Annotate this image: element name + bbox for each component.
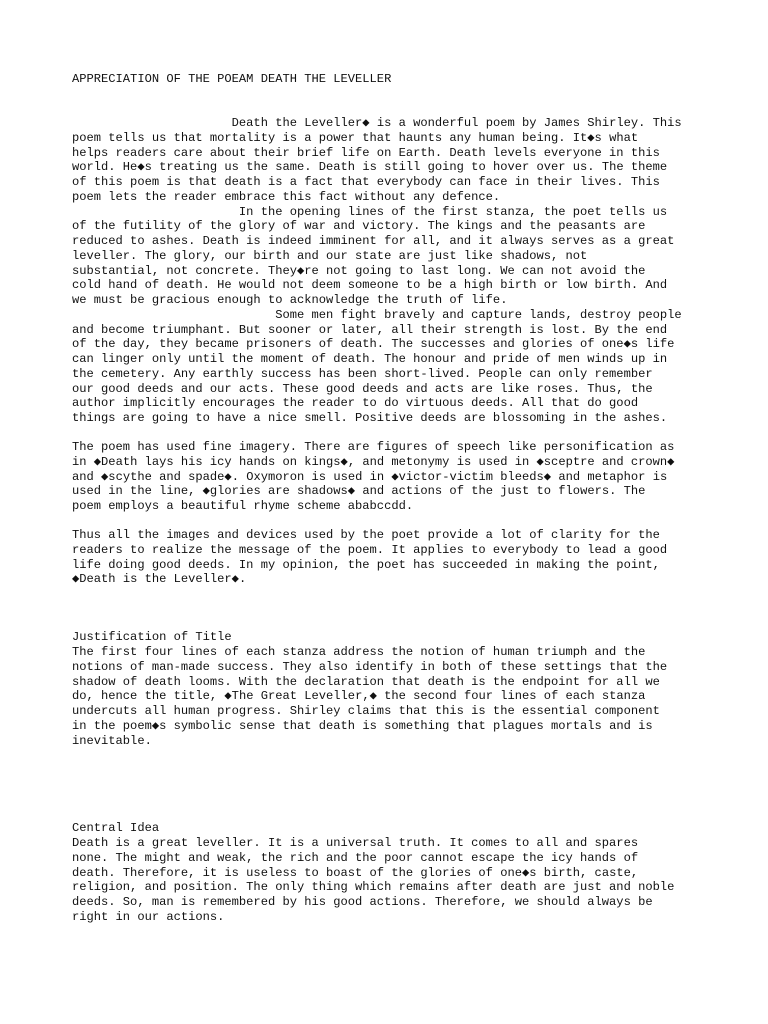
document-page [72,0,712,1024]
justification-body: The first four lines of each stanza address the notion of human triumph and the notions of man-made success. They also identify in both of these settings that the shadow of death looms. With the declaration that death is the endpoint for all we do, hence the title, ◆The Great Leveller,◆ the second four lines of each stanza undercuts all human progress. Shirley claims that this is the essential component in the poem◆s symbolic sense that death is something that plagues mortals and is inevitable. [72,645,668,748]
paragraph-imagery: The poem has used fine imagery. There are figures of speech like personification as in ◆Death lays his icy hands on kings◆, and metonymy is used in ◆sceptre and crown◆ and ◆scythe and spade◆. Oxymoron is used in ◆victor-victim bleeds◆ and metaphor is used in the line, ◆glories are shadows◆ and actions of the just to flowers. The poem employs a beautiful rhyme scheme ababccdd. [72,440,675,513]
paragraph-conclusion: Thus all the images and devices used by the poet provide a lot of clarity for the readers to realize the message of the poem. It applies to everybody to lead a good life doing good deeds. In my opinion, the poet has succeeded in making the point, ◆Death is the Leveller◆. [72,528,668,587]
paragraph-introduction: Death the Leveller◆ is a wonderful poem by James Shirley. This poem tells us that mortality is a power that haunts any human being. It◆s what helps readers care about their brief life on Earth. Death levels everyone in this world. He◆s treating us the same. Death is still going to hover over us. The theme of this poem is that death is a fact that everybody can face in their lives. This poem lets the reader embrace this fact without any defence. In the opening lines of the first stanza, the poet tells us of the futility of the glory of war and victory. The kings and the peasants are reduced to ashes. Death is indeed imminent for all, and it always serves as a great leveller. The glory, our birth and our state are just like shadows, not substantial, not concrete. They◆re not going to last long. We can not avoid the cold hand of death. He would not deem someone to be a high birth or low birth. And we must be gracious enough to acknowledge the truth of life. Some men fight bravely and capture lands, destroy people and become triumphant. But sooner or later, all their strength is lost. By the end of the day, they became prisoners of death. The successes and glories of one◆s life can linger only until the moment of death. The honour and pride of men winds up in the cemetery. Any earthly success has been short-lived. People can only remember our good deeds and our acts. These good deeds and acts are like roses. Thus, the author implicitly encourages the reader to do virtuous deeds. All that do good things are going to have a nice smell. Positive deeds are blossoming in the ashes. [72,116,682,425]
central-idea-body: Death is a great leveller. It is a universal truth. It comes to all and spares none. The might and weak, the rich and the poor cannot escape the icy hands of death. Therefore, it is useless to boast of the glories of one◆s birth, caste, religion, and position. The only thing which remains after death are just and noble deeds. So, man is remembered by his good actions. Therefore, we should always be right in our actions. [72,836,675,924]
justification-heading: Justification of Title [72,630,232,644]
document-title: APPRECIATION OF THE POEAM DEATH THE LEVELLER [72,72,392,86]
central-idea-heading: Central Idea [72,821,160,835]
